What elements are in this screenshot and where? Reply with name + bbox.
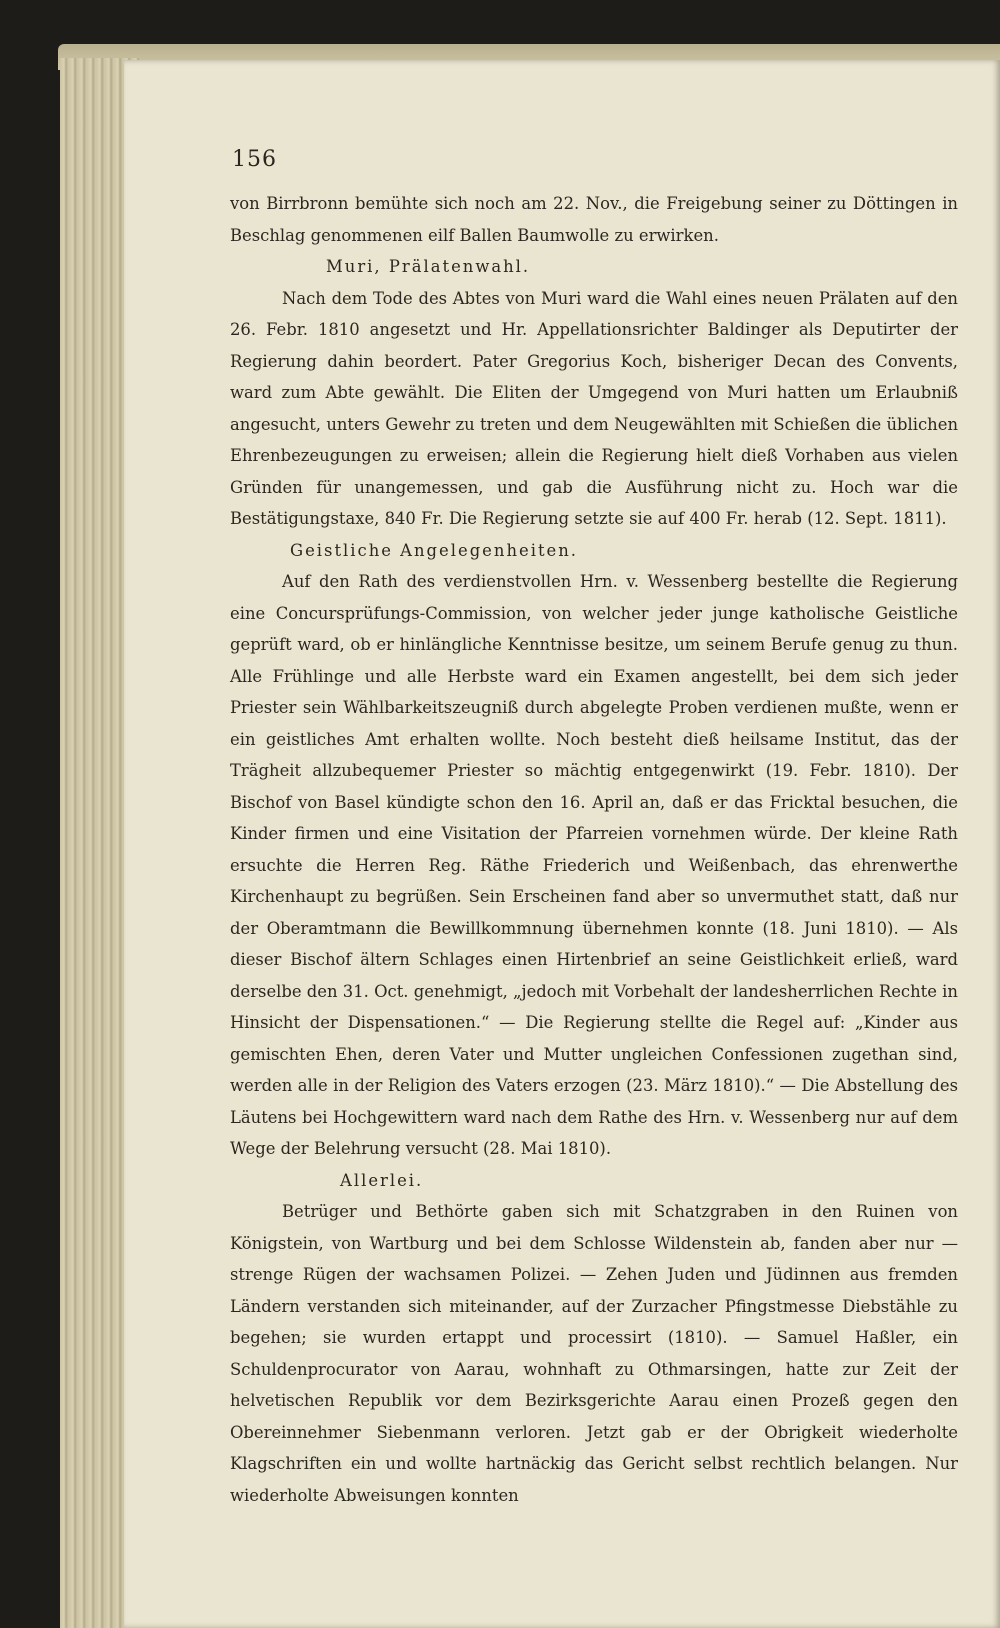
paragraph: Betrüger und Bethörte gaben sich mit Schatzgraben in den Ruinen von Königstein, von Wartburg und bei dem Schlosse Wildenstein ab, fanden aber nur — strenge Rügen der wachsamen Polizei. — Zehen Juden und Jüdinnen aus fremden Ländern verstanden sich miteinander, auf der Zurzacher Pfingstmesse Diebstähle zu begehen; sie wurden ertappt und processirt (1810). — Samuel Haßler, ein Schuldenprocurator von Aarau, wohnhaft zu Othmarsingen, hatte zur Zeit der helvetischen Republik vor dem Bezirksgerichte Aarau einen Prozeß gegen den Obereinnehmer Siebenmann verloren. Jetzt gab er der Obrigkeit wiederholte Klagschriften ein und wollte hartnäckig das Gericht selbst rechtlich belangen. Nur wiederholte Abweisungen konnten — [230, 1202, 958, 1505]
page-number: 156 — [232, 147, 277, 172]
paragraph: Auf den Rath des verdienstvollen Hrn. v. Wessenberg bestellte die Regierung eine Concursprüfungs-Commission, von welcher jeder junge katholische Geistliche geprüft ward, ob er hinlängliche Kenntnisse besitze, um seinem Berufe genug zu thun. Alle Frühlinge und alle Herbste ward ein Examen angestellt, bei dem sich jeder Priester sein Wählbarkeitszeugniß durch abgelegte Proben verdienen mußte, wenn er ein geistliches Amt erhalten wollte. Noch besteht dieß heilsame Institut, das der Trägheit allzubequemer Priester so mächtig entgegenwirkt (19. Febr. 1810). Der Bischof von Basel kündigte schon den 16. April an, daß er das Fricktal besuchen, die Kinder firmen und eine Visitation der Pfarreien vornehmen würde. Der kleine Rath ersuchte die Herren Reg. Räthe Friederich und Weißenbach, das ehrenwerthe Kirchenhaupt zu begrüßen. Sein Erscheinen fand aber so unvermuthet statt, daß nur der Oberamtmann die Bewillkommnung übernehmen konnte (18. Juni 1810). — Als dieser Bischof ältern Schlages einen Hirtenbrief an seine Geistlichkeit erließ, ward derselbe den 31. Oct. genehmigt, „jedoch mit Vorbehalt der landesherrlichen Rechte in Hinsicht der Dispensationen.“ — Die Regierung stellte die Regel auf: „Kinder aus gemischten Ehen, deren Vater und Mutter ungleichen Confessionen zugethan sind, werden alle in der Religion des Vaters erzogen (23. März 1810).“ — Die Abstellung des Läutens bei Hochgewittern ward nach dem Rathe des Hrn. v. Wessenberg nur auf dem Wege der Belehrung versucht (28. Mai 1810). — [230, 572, 958, 1158]
section-heading: Geistliche Angelegenheiten. — [290, 540, 578, 560]
section-heading: Allerlei. — [340, 1170, 424, 1190]
section-heading: Muri, Prälatenwahl. — [326, 257, 531, 276]
paragraph: von Birrbronn bemühte sich noch am 22. Nov., die Freigebung seiner zu Döttingen in Beschlag genommenen eilf Ballen Baumwolle zu erwirken. — [230, 194, 958, 245]
page-text — [230, 188, 958, 1511]
paragraph: Nach dem Tode des Abtes von Muri ward die Wahl eines neuen Prälaten auf den 26. Febr. 1810 angesetzt und Hr. Appellationsrichter Baldinger als Deputirter der Regierung dahin beordert. Pater Gregorius Koch, bisheriger Decan des Convents, ward zum Abte gewählt. Die Eliten der Umgegend von Muri hatten um Erlaubniß angesucht, unters Gewehr zu treten und dem Neugewählten mit Schießen die üblichen Ehrenbezeugungen zu erweisen; allein die Regierung hielt dieß Vorhaben aus vielen Gründen für unangemessen, und gab die Ausführung nicht zu. Hoch war die Bestätigungstaxe, 840 Fr. Die Regierung setzte sie auf 400 Fr. herab (12. Sept. 1811). — [230, 288, 958, 528]
